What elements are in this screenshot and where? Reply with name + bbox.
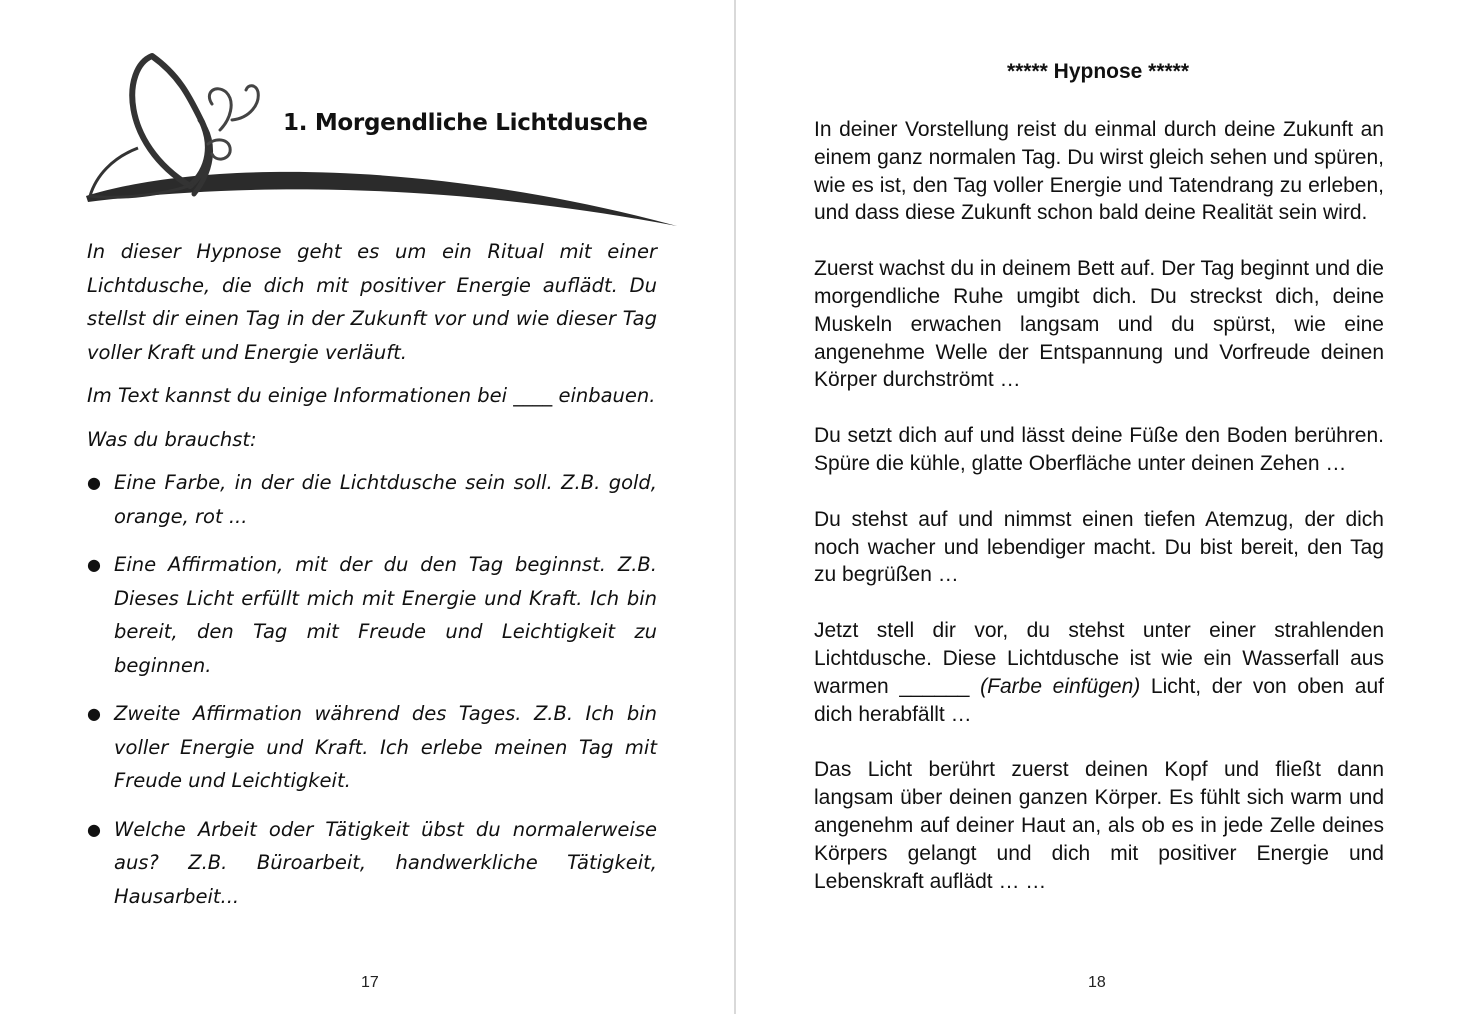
chapter-title: 1. Morgendliche Lichtdusche	[283, 110, 648, 136]
fill-in-hint: (Farbe einfügen)	[980, 674, 1141, 698]
paragraph: Du stehst auf und nimmst einen tiefen Atemzug, der dich noch wacher und lebendiger macht. Du bist bereit, den Tag zu begrüßen …	[814, 507, 1384, 587]
bullet-icon: ●	[87, 819, 101, 839]
butterfly-swoosh-icon	[82, 48, 682, 233]
list-item	[87, 548, 657, 682]
section-heading: ***** Hypnose *****	[1006, 60, 1190, 83]
page-number: 17	[361, 974, 379, 991]
bullet-icon: ●	[87, 473, 101, 492]
paragraph: Du setzt dich auf und lässt deine Füße den Boden berühren. Spüre die kühle, glatte Oberfläche unter deinen Zehen …	[814, 424, 1384, 475]
list-item	[87, 466, 657, 533]
paragraph-text: Jetzt stell dir vor, du stehst unter einer strahlenden Lichtdusche. Diese Lichtdusche ist wie ein Wasserfall aus warmen ______	[814, 619, 1384, 698]
list-item-text: Eine Farbe, in der die Lichtdusche sein soll. Z.B. gold, orange, rot ...	[114, 471, 657, 528]
list-item-text: Welche Arbeit oder Tätigkeit übst du normalerweise aus? Z.B. Büroarbeit, handwerkliche Tätigkeit, Hausarbeit...	[114, 817, 657, 908]
paragraph-text: Licht, der von oben auf dich herabfällt …	[814, 674, 1384, 726]
requirements-list	[87, 466, 657, 913]
hypnosis-text	[814, 116, 1384, 923]
bullet-icon: ●	[87, 704, 101, 723]
bullet-icon: ●	[87, 555, 101, 574]
paragraph: Zuerst wachst du in deinem Bett auf. Der Tag beginnt und die morgendliche Ruhe umgibt dich. Du streckst dich, deine Muskeln erwachen langsam und du spürst, wie eine angenehme Welle der Entspannung und Vorfreude deinen Körper durchströmt …	[814, 257, 1384, 392]
needs-heading: Was du brauchst:	[87, 427, 257, 451]
paragraph: Das Licht berührt zuerst deinen Kopf und fließt dann langsam über deinen ganzen Körper. Es fühlt sich warm und angenehm auf deiner Haut an, als ob es in jede Zelle deines Körpers gelangt und dich mit positiver Energie und Lebenskraft auflädt … …	[814, 758, 1384, 893]
intro-section	[87, 235, 657, 928]
page-number: 18	[1088, 974, 1106, 991]
list-item-text: Eine Affirmation, mit der du den Tag beginnst. Z.B. Dieses Licht erfüllt mich mit Energie und Kraft. Ich bin bereit, den Tag mit Freude und Leichtigkeit zu beginnen.	[114, 553, 657, 677]
intro-paragraph: In dieser Hypnose geht es um ein Ritual mit einer Lichtdusche, die dich mit positiver Energie auflädt. Du stellst dir einen Tag in der Zukunft vor und wie dieser Tag voller Kraft und Energie verläuft.	[87, 240, 657, 364]
paragraph: In deiner Vorstellung reist du einmal durch deine Zukunft an einem ganz normalen Tag. Du wirst gleich sehen und spüren, wie es ist, den Tag voller Energie und Tatendrang zu erleben, und dass diese Zukunft schon bald deine Realität sein wird.	[814, 118, 1384, 225]
intro-paragraph: Im Text kannst du einige Informationen bei ____ einbauen.	[87, 384, 656, 407]
light-shower-paragraph	[814, 617, 1384, 728]
list-item	[87, 813, 657, 914]
list-item	[87, 697, 657, 798]
right-page	[736, 0, 1464, 1014]
list-item-text: Zweite Affirmation während des Tages. Z.B. Ich bin voller Energie und Kraft. Ich erlebe meinen Tag mit Freude und Leichtigkeit.	[114, 702, 657, 792]
